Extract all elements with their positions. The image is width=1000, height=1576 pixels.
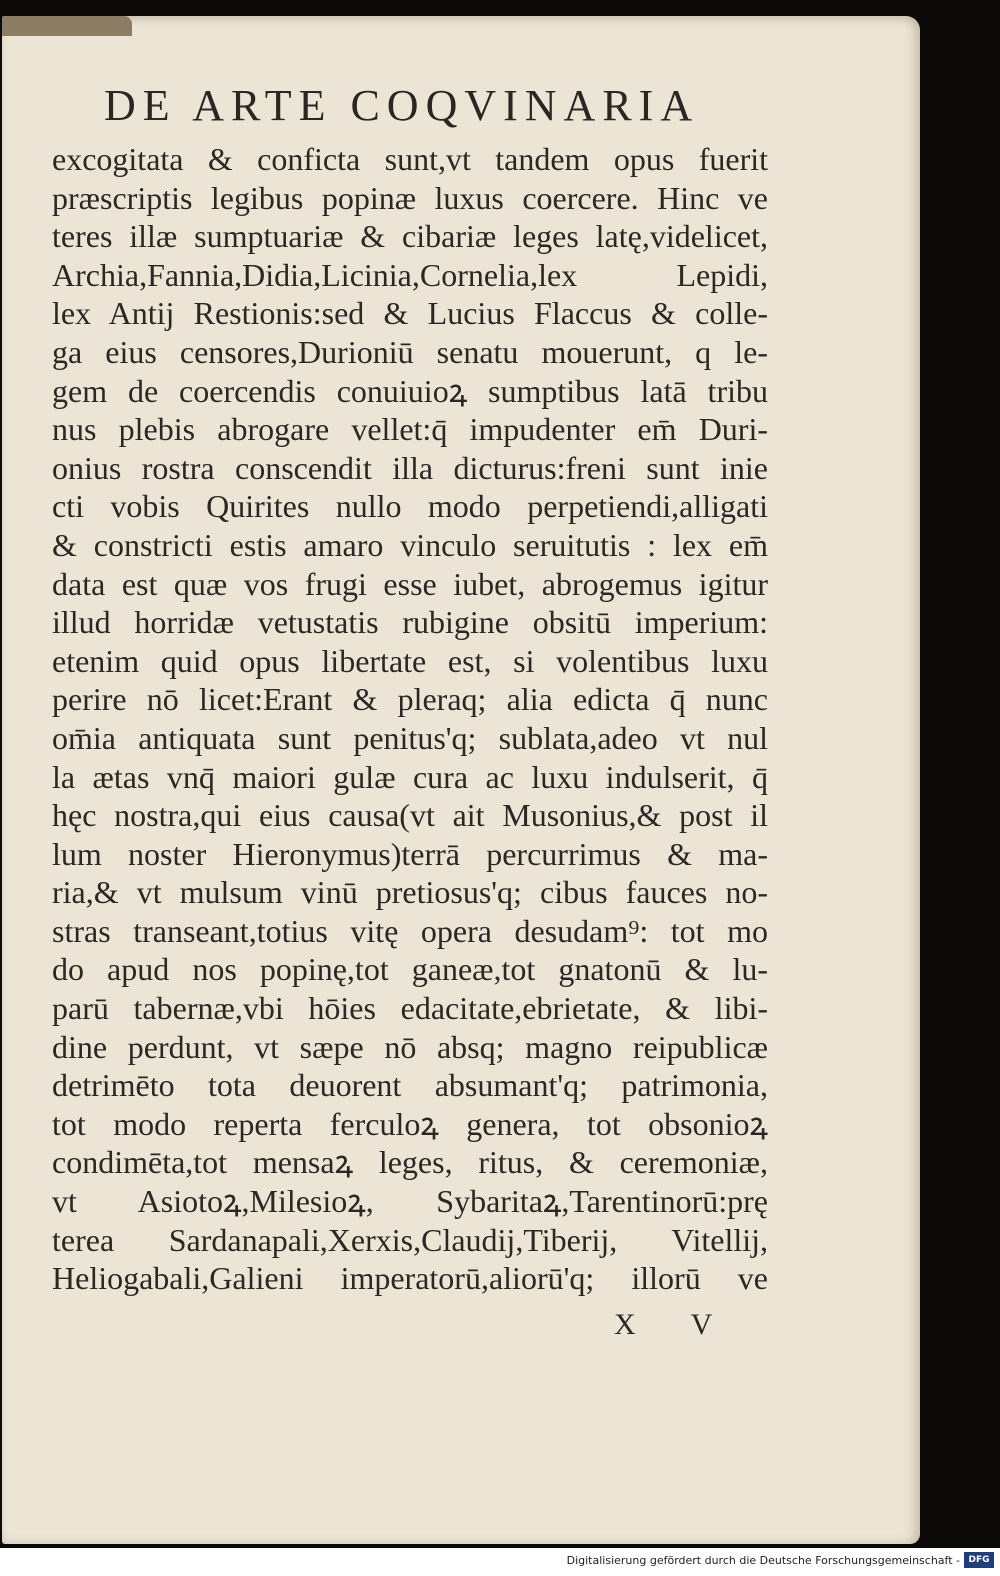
- text-line: nus plebis abrogare vellet:q̄ impudenter em̄ Duri-: [52, 411, 768, 448]
- text-line: onius rostra conscendit illa dicturus:freni sunt inie: [52, 449, 768, 486]
- text-line: lum noster Hieronymus)terrā percurrimus & ma-: [52, 835, 768, 872]
- text-line: gem de coercendis conuiuioꝝ sumptibus latā tribu: [52, 372, 768, 409]
- text-line: data est quæ vos frugi esse iubet, abrogemus igitur: [52, 565, 768, 602]
- text-line: Archia,Fannia,Didia,Licinia,Cornelia,lex Lepidi,: [52, 256, 768, 293]
- text-line: dine perdunt, vt sæpe nō absq; magno reipublicæ: [52, 1028, 768, 1065]
- text-line: condimēta,tot mensaꝝ leges, ritus, & ceremoniæ,: [52, 1144, 768, 1181]
- book-page: [2, 16, 920, 1544]
- dfg-logo-icon: DFG: [964, 1552, 994, 1568]
- body-text: [52, 140, 782, 1298]
- text-line: lex Antij Restionis:sed & Lucius Flaccus & colle-: [52, 295, 768, 332]
- text-line: excogitata & conficta sunt,vt tandem opus fuerit: [52, 141, 768, 177]
- text-line: Heliogabali,Galieni imperatorū,aliorū'q; illorū ve: [52, 1260, 768, 1297]
- running-head: DE ARTE COQVINARIA: [104, 81, 700, 130]
- text-line: perire nō licet:Erant & pleraq; alia edicta q̄ nunc: [52, 681, 768, 718]
- text-line: vt Asiotoꝝ,Milesioꝝ, Sybaritaꝝ,Tarentinorū:prę: [52, 1183, 768, 1220]
- text-line: parū tabernæ,vbi hōies edacitate,ebrietate, & libi-: [52, 990, 768, 1027]
- text-line: & constricti estis amaro vinculo seruitutis : lex em̄: [52, 526, 768, 563]
- text-line: etenim quid opus libertate est, si volentibus luxu: [52, 642, 768, 679]
- adjacent-page-edge: [2, 16, 132, 36]
- text-line: om̄ia antiquata sunt penitus'q; sublata,adeo vt nul: [52, 719, 768, 756]
- text-line: teres illæ sumptuariæ & cibariæ leges latę,videlicet,: [52, 218, 768, 255]
- text-line: illud horridæ vetustatis rubigine obsitū imperium:: [52, 604, 768, 641]
- text-line: terea Sardanapali,Xerxis,Claudij,Tiberij, Vitellij,: [52, 1221, 768, 1258]
- text-line: hęc nostra,qui eius causa(vt ait Musonius,& post il: [52, 797, 768, 834]
- text-line: la ætas vnq̄ maiori gulæ cura ac luxu indulserit, q̄: [52, 758, 768, 795]
- text-line: cti vobis Quirites nullo modo perpetiendi,alligati: [52, 488, 768, 525]
- text-line: ga eius censores,Durioniū senatu mouerunt, q le-: [52, 333, 768, 370]
- signature-mark: X V: [614, 1308, 737, 1341]
- text-line: do apud nos popinę,tot ganeæ,tot gnatonū & lu-: [52, 951, 768, 988]
- text-line: detrimēto tota deuorent absumant'q; patrimonia,: [52, 1067, 768, 1104]
- text-line: præscriptis legibus popinæ luxus coercere. Hinc ve: [52, 179, 768, 216]
- text-line: stras transeant,totius vitę opera desudam⁹: tot mo: [52, 912, 768, 949]
- digitization-credit: Digitalisierung gefördert durch die Deutsche Forschungsgemeinschaft -: [566, 1554, 960, 1567]
- text-line: tot modo reperta ferculoꝝ genera, tot obsonioꝝ: [52, 1105, 768, 1142]
- text-line: ria,& vt mulsum vinū pretiosus'q; cibus fauces no-: [52, 874, 768, 911]
